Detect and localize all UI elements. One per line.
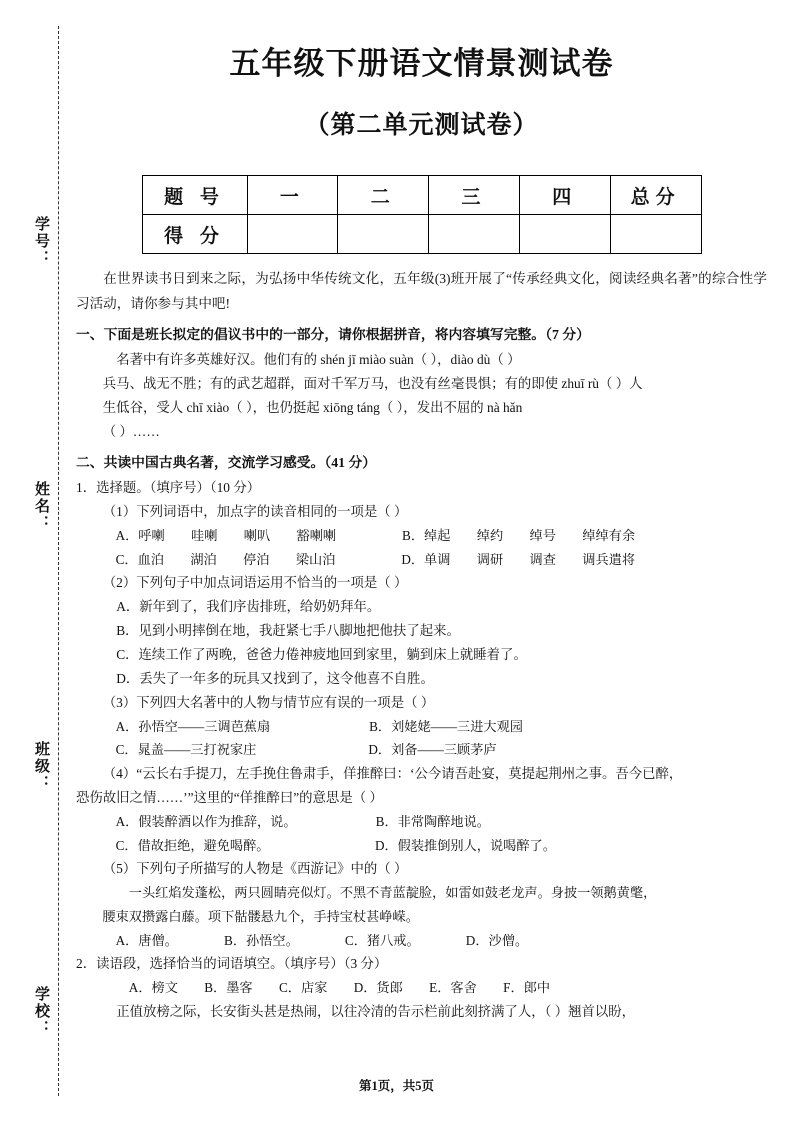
score-table-wrapper [142,175,702,254]
question-1-2-option-b: B．见到小明摔倒在地，我赶紧七手八脚地把他扶了起来。 [116,623,460,639]
score-table-col-total: 总分 [610,176,701,215]
score-cell-2[interactable] [338,215,429,254]
score-table-col-1: 一 [247,176,338,215]
question-1-4-options-row-2: C．借故拒绝，避免喝醉。 D．假装推倒别人，说喝醉了。 [115,837,556,853]
score-table-col-2: 二 [338,176,429,215]
score-cell-4[interactable] [519,215,610,254]
page-title: 五年级下册语文情景测试卷 [229,46,614,81]
question-1-3-stem: （3）下列四大名著中的人物与情节应有误的一项是（ ） [102,694,435,710]
sidebar-label-name: 姓名： [33,481,49,532]
question-2-options: A．榜文 B．墨客 C．店家 D．货郎 E．客舍 F．郎中 [128,980,551,996]
question-1-heading: 1．选择题。（填序号）（10 分） [76,480,261,496]
binding-dashed-line [58,26,59,1096]
sidebar-label-school: 学校： [33,986,49,1037]
section-1-line-4: （ ）…… [102,424,160,440]
section-2-heading: 二、共读中国古典名著，交流学习感受。（41 分） [76,454,377,470]
sidebar-label-student-id: 学号： [33,216,49,267]
question-1-2-stem: （2）下列句子中加点词语运用不恰当的一项是（ ） [102,575,408,591]
section-1-line-2: 兵马、战无不胜；有的武艺超群，面对千军万马，也没有丝毫畏惧；有的即使 zhuī rù（ ）人 [102,376,643,392]
score-table-col-3: 三 [429,176,520,215]
question-1-2-option-a: A．新年到了，我们序齿排班，给奶奶拜年。 [116,599,381,615]
intro-paragraph: 在世界读书日到来之际，为弘扬中华传统文化，五年级(3)班开展了“传承经典文化，阅读经典名著”的综合性学习活动，请你参与其中吧! [76,271,767,312]
question-1-4-options-row-1: A．假装醉酒以作为推辞，说。 B．非常陶醉地说。 [115,813,490,829]
score-table-row-label-number: 题 号 [142,176,247,215]
table-row [142,176,701,215]
section-1-heading: 一、下面是班长拟定的倡议书中的一部分，请你根据拼音，将内容填写完整。（7 分） [76,327,590,343]
score-table-col-4: 四 [519,176,610,215]
score-table [142,175,702,254]
student-info-sidebar [18,26,52,1096]
score-table-row-label-score: 得 分 [142,215,247,254]
question-1-3-options-row-1: A．孙悟空——三调芭蕉扇 B．刘姥姥——三进大观园 [115,718,523,734]
paper-content [76,20,767,1024]
score-cell-1[interactable] [247,215,338,254]
question-2-passage: 正值放榜之际，长安街头甚是热闹，以往冷清的告示栏前此刻挤满了人，（ ）翘首以盼， [116,1004,636,1020]
section-1-line-1: 名著中有许多英雄好汉。他们有的 shén jī miào suàn（ ），diào dù（ ） [116,352,521,368]
question-2-heading: 2．读语段，选择恰当的词语填空。（填序号）（3 分） [76,956,388,972]
section-1-line-3: 生低谷，受人 chī xiào（ ），也仍挺起 xiōng táng（ ），发出不屈的 nà hǎn [102,400,523,416]
question-1-4-stem: （4）“云长右手提刀，左手挽住鲁肃手，佯推醉曰：‘公今请吾赴宴，莫提起荆州之事。吾今已醉， [102,766,683,782]
question-1-2-option-c: C．连续工作了两晚，爸爸力倦神疲地回到家里，躺到床上就睡着了。 [116,646,527,662]
score-cell-total[interactable] [610,215,701,254]
question-1-5-stem: （5）下列句子所描写的人物是《西游记》中的（ ） [102,861,408,877]
question-1-1-options-row-1: A．呼喇 哇喇 喇叭 豁喇喇 B．绰起 绰约 绰号 绰绰有余 [115,527,636,543]
question-1-1-stem: （1）下列词语中，加点字的读音相同的一项是（ ） [102,503,408,519]
sidebar-label-class: 班级： [33,741,49,792]
question-1-1-options-row-2: C．血泊 湖泊 停泊 梁山泊 D．单调 调研 调查 调兵遣将 [115,551,636,567]
page-footer: 第1页，共5页 [358,1079,434,1093]
question-1-5-options: A．唐僧。 B．孙悟空。 C．猪八戒。 D．沙僧。 [115,932,529,948]
question-1-2-option-d: D．丢失了一年多的玩具又找到了，这令他喜不自胜。 [116,670,434,686]
question-1-5-poem-line-1: 一头红焰发蓬松，两只圆睛亮似灯。不黑不青蓝靛脸，如雷如鼓老龙声。身披一领鹅黄氅， [128,885,657,901]
table-row [142,215,701,254]
question-1-5-poem-line-2: 腰束双攒露白藤。项下骷髅悬九个，手持宝杖甚峥嵘。 [102,908,419,924]
score-cell-3[interactable] [429,215,520,254]
question-1-4-stem-cont: 恐伤故旧之情……’”这里的“佯推醉曰”的意思是（ ） [76,789,383,805]
question-1-3-options-row-2: C．晁盖——三打祝家庄 D．刘备——三顾茅庐 [115,742,497,758]
page-subtitle: （第二单元测试卷） [304,112,539,139]
